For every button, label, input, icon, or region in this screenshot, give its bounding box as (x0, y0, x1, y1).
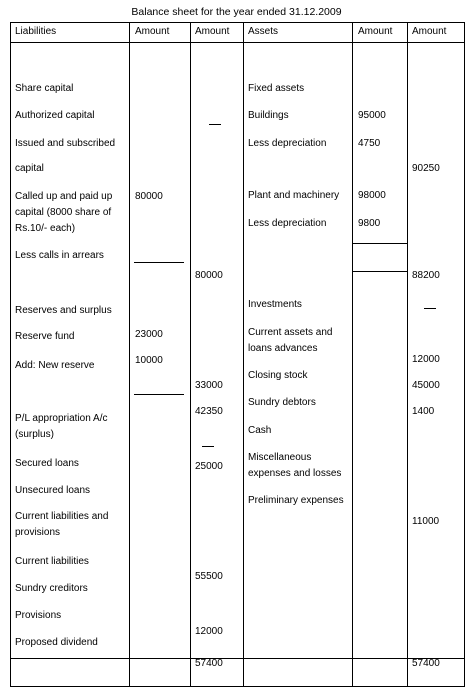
col-divider-1 (129, 22, 130, 687)
misc-expenses-label: Miscellaneous expenses and losses (248, 452, 342, 479)
preliminary-amount: 11000 (412, 516, 440, 527)
buildings-net-amount: 90250 (412, 163, 440, 174)
called-up-label: Called up and paid up capital (8000 share of Rs.10/- each) (15, 191, 113, 234)
closing-stock-amount: 45000 (412, 380, 440, 391)
current-liabilities-label: Current liabilities (15, 556, 89, 567)
current-liab-prov-label: Current liabilities and provisions (15, 511, 109, 538)
total-row-divider (10, 658, 465, 659)
less-depreciation-1-label: Less depreciation (248, 138, 327, 149)
secured-loans-label: Secured loans (15, 458, 79, 469)
reserve-underline (134, 394, 184, 395)
provisions-label: Provisions (15, 610, 62, 621)
reserve-fund-amount: 23000 (135, 329, 163, 340)
authorized-capital-label: Authorized capital (15, 110, 95, 121)
calls-underline (134, 262, 184, 263)
header-amount-4: Amount (412, 26, 447, 37)
investments-dash (424, 308, 436, 309)
investments-label: Investments (248, 299, 302, 310)
net-capital-amount: 80000 (195, 270, 223, 281)
assets-total: 57400 (412, 658, 440, 669)
new-reserve-amount: 10000 (135, 355, 163, 366)
plant-sub-line-1 (352, 243, 407, 244)
plant-net-amount: 88200 (412, 270, 440, 281)
authorized-dash (209, 124, 221, 125)
creditors-amount: 55500 (195, 571, 223, 582)
col-divider-2 (190, 22, 191, 687)
pl-appropriation-label: P/L appropriation A/c (surplus) (15, 413, 108, 440)
header-assets: Assets (248, 26, 279, 37)
plant-amount: 98000 (358, 190, 386, 201)
header-amount-2: Amount (195, 26, 230, 37)
page-title: Balance sheet for the year ended 31.12.2009 (131, 6, 342, 18)
plant-sub-line-2 (352, 271, 407, 272)
header-amount-1: Amount (135, 26, 170, 37)
sundry-debtors-label: Sundry debtors (248, 397, 316, 408)
called-up-amount: 80000 (135, 191, 163, 202)
header-liabilities: Liabilities (15, 26, 57, 37)
table-border-bottom (10, 686, 465, 687)
dividend-amount: 12000 (195, 626, 223, 637)
col-divider-4 (352, 22, 353, 687)
sundry-debtors-amount: 1400 (412, 406, 435, 417)
table-border-right (464, 22, 465, 687)
depreciation-2-amount: 9800 (358, 218, 381, 229)
table-border-top (10, 22, 465, 23)
cash-label: Cash (248, 425, 272, 436)
closing-stock-label: Closing stock (248, 370, 308, 381)
table-border-left (10, 22, 11, 687)
share-capital-label: Share capital (15, 83, 74, 94)
depreciation-1-amount: 4750 (358, 138, 381, 149)
header-divider (10, 42, 465, 43)
proposed-dividend-label: Proposed dividend (15, 637, 98, 648)
buildings-amount: 95000 (358, 110, 386, 121)
reserves-total-amount: 33000 (195, 380, 223, 391)
issued-subscribed-label: Issued and subscribed (15, 138, 116, 149)
plant-machinery-label: Plant and machinery (248, 190, 340, 201)
reserves-surplus-label: Reserves and surplus (15, 305, 112, 316)
header-amount-3: Amount (358, 26, 393, 37)
current-assets-amount: 12000 (412, 354, 440, 365)
col-divider-5 (407, 22, 408, 687)
pl-amount: 42350 (195, 406, 223, 417)
liabilities-total: 57400 (195, 658, 223, 669)
preliminary-expenses-label: Preliminary expenses (248, 495, 344, 506)
secured-amount: 25000 (195, 461, 223, 472)
current-assets-label: Current assets and loans advances (248, 327, 333, 354)
fixed-assets-label: Fixed assets (248, 83, 305, 94)
balance-sheet-table (10, 22, 465, 687)
buildings-label: Buildings (248, 110, 289, 121)
sundry-creditors-label: Sundry creditors (15, 583, 88, 594)
capital-label: capital (15, 163, 44, 174)
col-divider-3 (243, 22, 244, 687)
reserve-fund-label: Reserve fund (15, 331, 75, 342)
pl-dash (202, 446, 214, 447)
new-reserve-label: Add: New reserve (15, 360, 95, 371)
less-depreciation-2-label: Less depreciation (248, 218, 327, 229)
unsecured-loans-label: Unsecured loans (15, 485, 91, 496)
less-calls-label: Less calls in arrears (15, 250, 104, 261)
